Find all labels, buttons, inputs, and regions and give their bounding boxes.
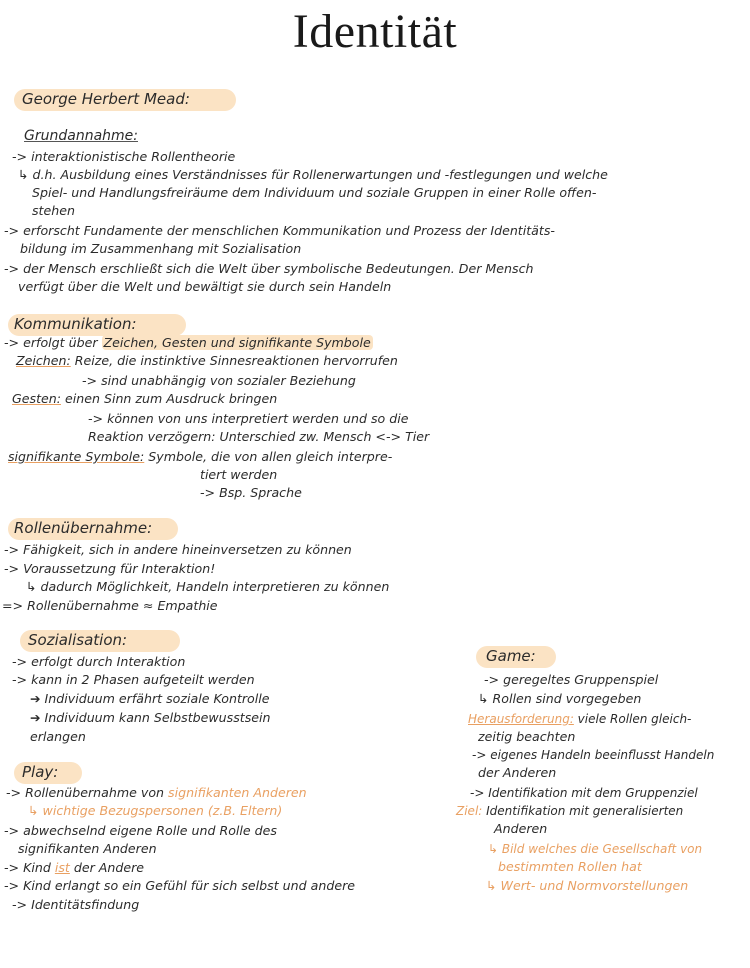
text-line: -> Bsp. Sprache	[200, 485, 302, 500]
text-line: erlangen	[30, 729, 86, 744]
text-line: -> geregeltes Gruppenspiel	[484, 672, 659, 687]
term-zeichen: Zeichen:	[16, 353, 71, 368]
text-line: zeitig beachten	[478, 729, 576, 744]
highlighted-terms: signifikanten Anderen	[168, 785, 307, 800]
text-line: bestimmten Rollen hat	[498, 859, 642, 874]
text-line: ↳ Rollen sind vorgegeben	[478, 691, 642, 706]
text-line: ↳ dadurch Möglichkeit, Handeln interpretieren zu können	[26, 579, 390, 594]
text-line: -> Voraussetzung für Interaktion!	[4, 561, 216, 576]
heading-mead: George Herbert Mead:	[22, 90, 190, 108]
heading-sozialisation: Sozialisation:	[28, 631, 128, 649]
text-line: ↳ wichtige Bezugspersonen (z.B. Eltern)	[28, 803, 283, 818]
text-line	[6, 784, 307, 802]
text-fragment: -> erfolgt über	[4, 335, 102, 350]
text-line	[4, 859, 144, 877]
term-herausforderung: Herausforderung:	[468, 712, 574, 726]
text-line: der Anderen	[478, 765, 557, 780]
text-line: -> Identifikation mit dem Gruppenziel	[470, 786, 698, 800]
text-line: Anderen	[494, 821, 548, 836]
text-line: ➔ Individuum kann Selbstbewusstsein	[30, 710, 271, 725]
text-line: -> der Mensch erschließt sich die Welt über symbolische Bedeutungen. Der Mensch	[4, 261, 534, 276]
text-line: -> Identitätsfindung	[12, 897, 140, 912]
text-fragment: viele Rollen gleich-	[573, 712, 692, 726]
highlighted-terms: Zeichen, Gesten und signifikante Symbole	[103, 335, 371, 350]
text-line: ➔ Individuum erfährt soziale Kontrolle	[30, 691, 270, 706]
text-line: stehen	[32, 203, 75, 218]
term-ziel: Ziel:	[456, 804, 483, 818]
text-line	[468, 710, 691, 728]
heading-grundannahme: Grundannahme:	[24, 128, 138, 144]
term-definition: Symbole, die von allen gleich interpre-	[148, 449, 393, 464]
text-fragment: Identifikation mit generalisierten	[482, 804, 684, 818]
text-line: -> Fähigkeit, sich in andere hineinversetzen zu können	[4, 542, 352, 557]
page-title: Identität	[292, 5, 458, 58]
text-line	[4, 334, 373, 352]
text-line: verfügt über die Welt und bewältigt sie durch sein Handeln	[18, 279, 392, 294]
heading-rollenuebernahme: Rollenübernahme:	[14, 519, 153, 537]
heading-kommunikation: Kommunikation:	[14, 315, 137, 333]
term-definition: Reize, die instinktive Sinnesreaktionen hervorrufen	[74, 353, 398, 368]
text-fragment: der Andere	[69, 860, 145, 875]
text-line: -> sind unabhängig von sozialer Beziehung	[82, 373, 356, 388]
term-definition: einen Sinn zum Ausdruck bringen	[65, 391, 278, 406]
text-line: -> eigenes Handeln beeinflusst Handeln	[472, 748, 715, 762]
text-line: ↳ d.h. Ausbildung eines Verständnisses für Rollenerwartungen und -festlegungen und welche	[18, 167, 608, 182]
text-line: Spiel- und Handlungsfreiräume dem Individuum und soziale Gruppen in einer Rolle offen-	[32, 185, 597, 200]
text-line	[456, 802, 683, 820]
text-line: -> kann in 2 Phasen aufgeteilt werden	[12, 672, 255, 687]
text-line	[16, 352, 398, 370]
text-line: -> können von uns interpretiert werden und so die	[88, 411, 409, 426]
text-line: ↳ Bild welches die Gesellschaft von	[488, 842, 703, 856]
text-line: tiert werden	[200, 467, 278, 482]
text-line: -> interaktionistische Rollentheorie	[12, 149, 236, 164]
text-fragment: -> Rollenübernahme von	[6, 785, 169, 800]
text-fragment: -> Kind	[4, 860, 55, 875]
text-line	[12, 390, 277, 408]
text-line: signifikanten Anderen	[18, 841, 157, 856]
heading-play: Play:	[22, 763, 59, 781]
text-line: -> erfolgt durch Interaktion	[12, 654, 186, 669]
heading-game: Game:	[486, 647, 536, 665]
text-line: => Rollenübernahme ≈ Empathie	[2, 598, 218, 613]
term-signifikante-symbole: signifikante Symbole:	[8, 449, 145, 464]
text-line	[8, 448, 392, 466]
emphasis-ist: ist	[54, 860, 70, 875]
term-gesten: Gesten:	[12, 391, 61, 406]
text-line: -> erforscht Fundamente der menschlichen Kommunikation und Prozess der Identitäts-	[4, 223, 555, 238]
text-line: ↳ Wert- und Normvorstellungen	[486, 878, 689, 893]
text-line: bildung im Zusammenhang mit Sozialisation	[20, 241, 302, 256]
text-line: -> abwechselnd eigene Rolle und Rolle des	[4, 823, 277, 838]
text-line: -> Kind erlangt so ein Gefühl für sich selbst und andere	[4, 878, 356, 893]
text-line: Reaktion verzögern: Unterschied zw. Mensch <-> Tier	[88, 429, 430, 444]
